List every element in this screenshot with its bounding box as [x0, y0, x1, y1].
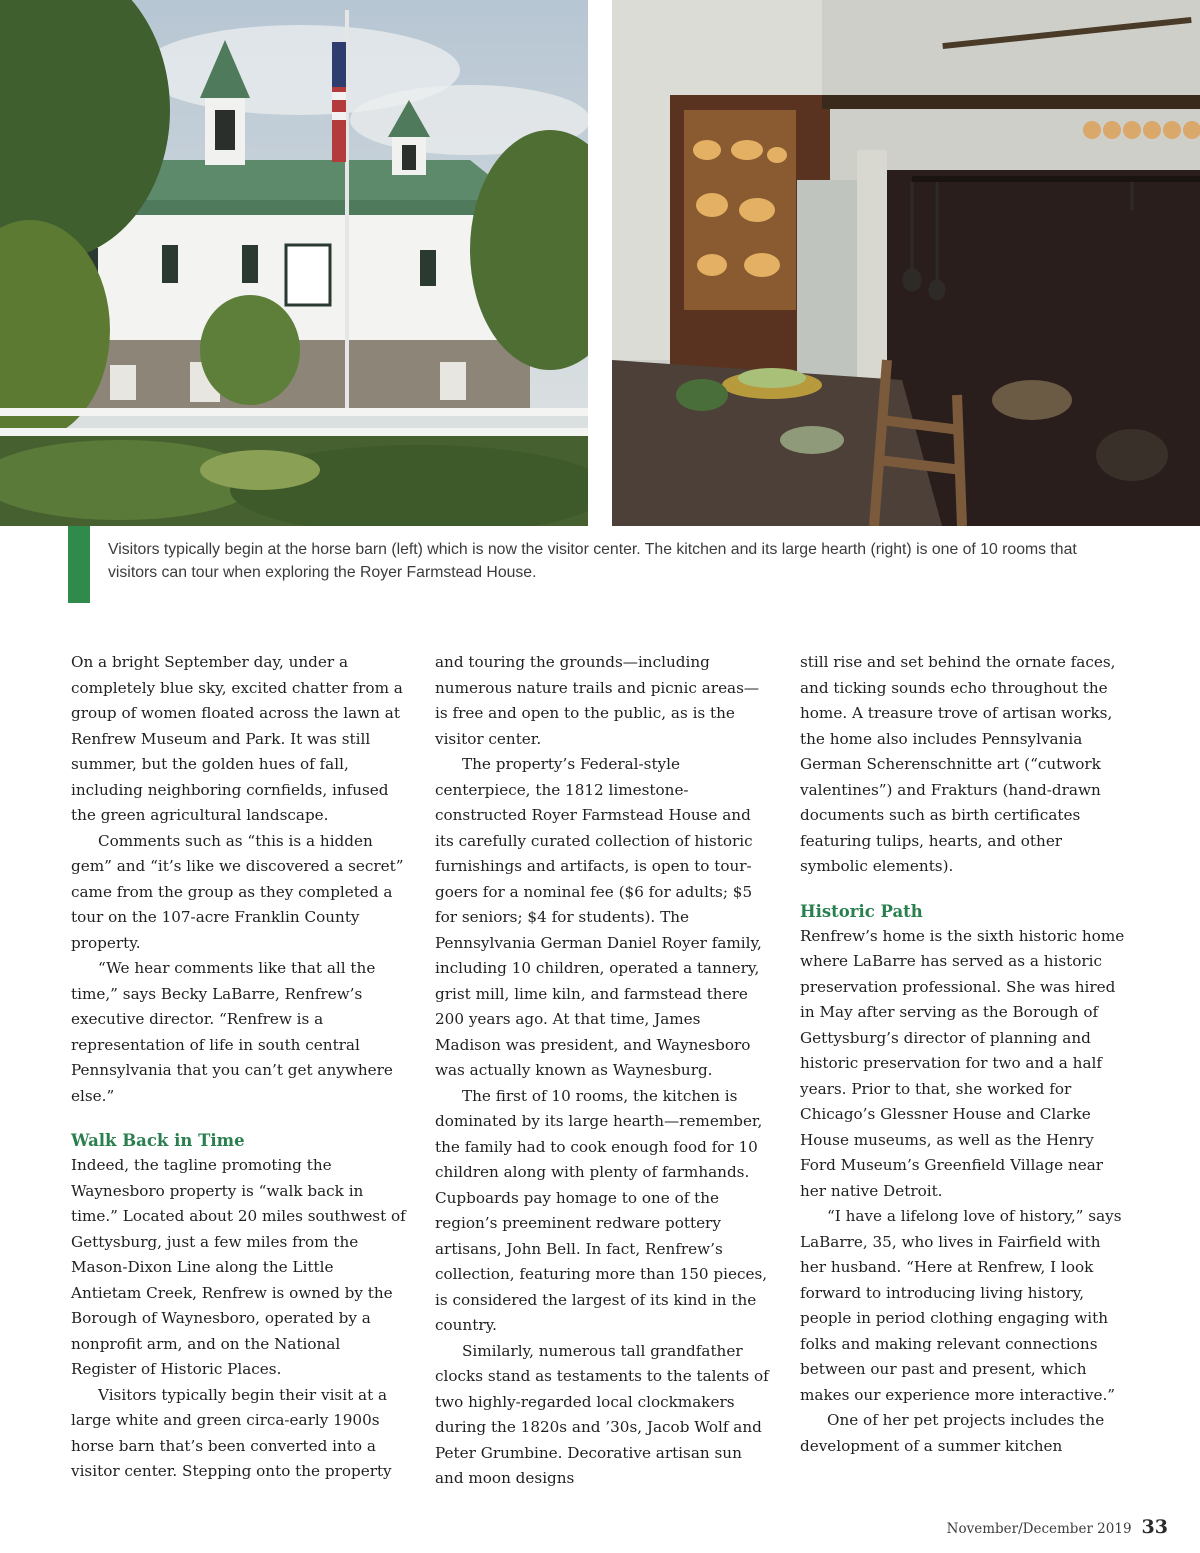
paragraph: still rise and set behind the ornate faces, and ticking sounds echo throughout the home. A treasure trove of artisan works, the home also includes Pennsylvania German Scherenschnitte art (“cutwork valentines”) and Frakturs (hand-drawn documents such as birth certificates featuring tulips, hearts, and other symbolic elements). — [800, 653, 1116, 875]
paragraph: The property’s Federal-style centerpiece, the 1812 limestone-constructed Royer Farmstead House and its carefully curated collection of historic furnishings and artifacts, is open to tour-goers for a nominal fee ($6 for adults; $5 for seniors; $4 for students). The Pennsylvania German Daniel Royer family, including 10 children, operated a tannery, grist mill, lime kiln, and farmstead there 200 years ago. At that time, James Madison was president, and Waynesboro was actually known as Waynesburg. — [435, 755, 762, 1079]
horse-barn-illustration — [0, 0, 588, 526]
article-column-1 — [71, 650, 406, 1485]
horse-barn-photo — [0, 0, 588, 526]
paragraph: On a bright September day, under a completely blue sky, excited chatter from a group of women floated across the lawn at Renfrew Museum and Park. It was still summer, but the golden hues of fall, including neighboring cornfields, infused the green agricultural landscape. — [71, 653, 403, 824]
caption-accent-bar — [68, 526, 90, 603]
paragraph: The first of 10 rooms, the kitchen is dominated by its large hearth—remember, the family had to cook enough food for 10 children along with plenty of farmhands. Cupboards pay homage to one of the region’s preeminent redware pottery artisans, John Bell. In fact, Renfrew’s collection, featuring more than 150 pieces, is considered the largest of its kind in the country. — [435, 1086, 768, 1334]
page-footer — [947, 1516, 1168, 1538]
paragraph: Visitors typically begin their visit at a large white and green circa-early 1900s horse barn that’s been converted into a visitor center. Stepping onto the property — [71, 1385, 392, 1480]
paragraph: “We hear comments like that all the time,” says Becky LaBarre, Renfrew’s executive director. “Renfrew is a representation of life in south central Pennsylvania that you can’t get anywhere else.” — [71, 959, 393, 1105]
kitchen-hearth-illustration — [612, 0, 1200, 526]
section-heading-walk-back-in-time: Walk Back in Time — [71, 1131, 245, 1150]
caption-text: Visitors typically begin at the horse barn (left) which is now the visitor center. The kitchen and its large hearth (right) is one of 10 rooms that visitors can tour when exploring the Royer Farmstead House. — [108, 541, 1077, 581]
paragraph: Comments such as “this is a hidden gem” and “it’s like we discovered a secret” came from the group as they completed a tour on the 107-acre Franklin County property. — [71, 831, 404, 952]
page-number: 33 — [1141, 1516, 1168, 1538]
article-column-2 — [435, 650, 771, 1492]
issue-date: November/December 2019 — [946, 1521, 1132, 1537]
paragraph: “I have a lifelong love of history,” says LaBarre, 35, who lives in Fairfield with her husband. “Here at Renfrew, I look forward to introducing living history, people in period clothing engaging with folks and making relevant connections between our past and present, which makes our experience more interactive.” — [800, 1207, 1122, 1404]
section-heading-historic-path: Historic Path — [800, 901, 923, 921]
kitchen-hearth-photo — [612, 0, 1200, 526]
paragraph: Similarly, numerous tall grandfather clocks stand as testaments to the talents of two highly-regarded local clockmakers during the 1820s and ’30s, Jacob Wolf and Peter Grumbine. Decorative artisan sun and moon designs — [435, 1341, 769, 1487]
paragraph: Renfrew’s home is the sixth historic home where LaBarre has served as a historic preservation professional. She was hired in May after serving as the Borough of Gettysburg’s director of planning and historic preservation for two and a half years. Prior to that, she worked for Chicago’s Glessner House and Clarke House museums, as well as the Henry Ford Museum’s Greenfield Village near her native Detroit. — [800, 926, 1125, 1200]
article-column-3 — [800, 650, 1130, 1459]
photo-caption — [108, 538, 1088, 584]
paragraph: Indeed, the tagline promoting the Waynesboro property is “walk back in time.” Located about 20 miles southwest of Gettysburg, just a few miles from the Mason-Dixon Line along the Little Antietam Creek, Renfrew is owned by the Borough of Waynesboro, operated by a nonprofit arm, and on the National Register of Historic Places. — [71, 1156, 406, 1378]
paragraph: One of her pet projects includes the development of a summer kitchen — [800, 1411, 1105, 1455]
paragraph: and touring the grounds—including numerous nature trails and picnic areas—is free and open to the public, as is the visitor center. — [435, 653, 760, 748]
